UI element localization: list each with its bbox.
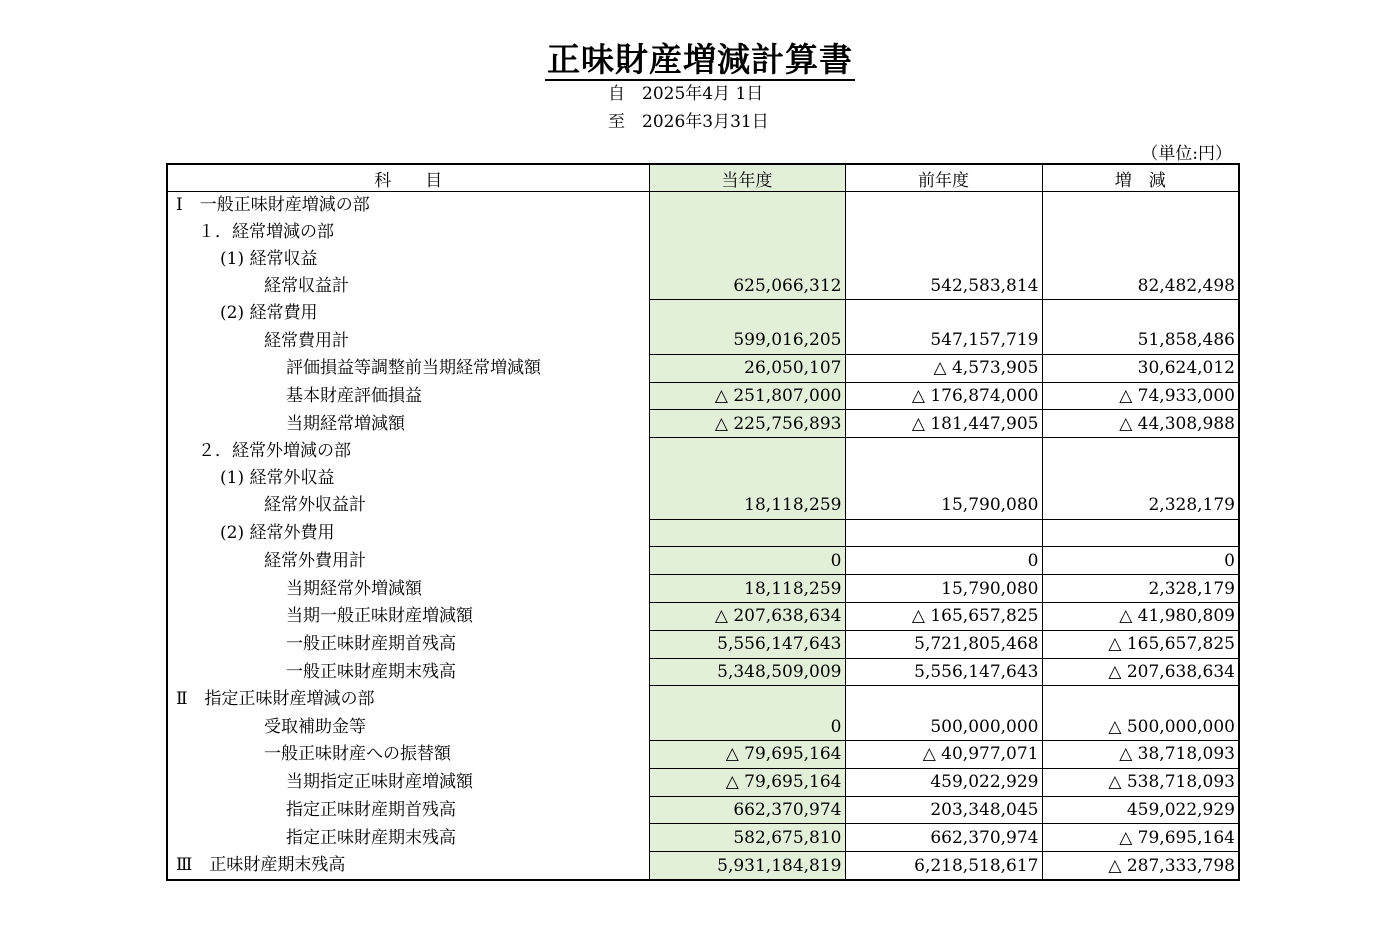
change-value: 82,482,498: [1042, 272, 1239, 299]
table-row: [167, 686, 1239, 713]
row-label: 経常費用計: [167, 327, 649, 354]
row-label: 基本財産評価損益: [167, 382, 649, 410]
row-label: Ⅱ 指定正味財産増減の部: [167, 686, 649, 713]
change-value: △ 38,718,093: [1042, 740, 1239, 768]
table-row: [167, 438, 1239, 465]
change-value: △ 74,933,000: [1042, 382, 1239, 410]
change-value: [1042, 465, 1239, 492]
previous-year-value: [845, 519, 1042, 547]
current-year-value: 18,118,259: [649, 575, 845, 603]
current-year-value: 0: [649, 713, 845, 740]
current-year-value: 5,556,147,643: [649, 630, 845, 658]
table-row: [167, 630, 1239, 658]
change-value: 2,328,179: [1042, 575, 1239, 603]
change-value: [1042, 519, 1239, 547]
table-row: [167, 382, 1239, 410]
change-value: 30,624,012: [1042, 354, 1239, 382]
row-label: 評価損益等調整前当期経常増減額: [167, 354, 649, 382]
unit-label: （単位:円）: [1141, 144, 1232, 164]
current-year-value: 0: [649, 547, 845, 575]
change-value: [1042, 438, 1239, 465]
previous-year-value: 542,583,814: [845, 272, 1042, 299]
previous-year-value: 662,370,974: [845, 824, 1042, 852]
table-row: [167, 852, 1239, 880]
change-value: 0: [1042, 547, 1239, 575]
current-year-value: [649, 438, 845, 465]
row-label: ２．経常外増減の部: [167, 438, 649, 465]
change-value: [1042, 686, 1239, 713]
previous-year-value: [845, 192, 1042, 219]
row-label: 一般正味財産期首残高: [167, 630, 649, 658]
previous-year-value: △ 176,874,000: [845, 382, 1042, 410]
document-title: 正味財産増減計算書: [547, 40, 853, 79]
previous-year-value: 5,721,805,468: [845, 630, 1042, 658]
current-year-value: 625,066,312: [649, 272, 845, 299]
previous-year-value: [845, 438, 1042, 465]
change-value: △ 207,638,634: [1042, 658, 1239, 686]
row-label: 指定正味財産期首残高: [167, 796, 649, 824]
table-row: [167, 192, 1239, 219]
row-label: 受取補助金等: [167, 713, 649, 740]
row-label: 当期一般正味財産増減額: [167, 602, 649, 630]
table-row: [167, 246, 1239, 273]
previous-year-value: [845, 300, 1042, 327]
header-current-year: 当年度: [649, 164, 845, 192]
current-year-value: [649, 686, 845, 713]
current-year-value: [649, 519, 845, 547]
current-year-value: △ 225,756,893: [649, 410, 845, 438]
current-year-value: [649, 246, 845, 273]
current-year-value: 5,348,509,009: [649, 658, 845, 686]
period-from: 自 2025年4月 1日: [608, 84, 764, 104]
change-value: △ 41,980,809: [1042, 602, 1239, 630]
row-label: 経常外収益計: [167, 492, 649, 519]
current-year-value: [649, 192, 845, 219]
previous-year-value: 203,348,045: [845, 796, 1042, 824]
previous-year-value: 547,157,719: [845, 327, 1042, 354]
row-label: 経常収益計: [167, 272, 649, 299]
statement-body: [167, 192, 1239, 880]
previous-year-value: △ 181,447,905: [845, 410, 1042, 438]
table-row: [167, 824, 1239, 852]
header-account: 科 目: [167, 164, 649, 192]
row-label: (1) 経常収益: [167, 246, 649, 273]
change-value: 2,328,179: [1042, 492, 1239, 519]
statement-table: [166, 163, 1240, 881]
previous-year-value: 5,556,147,643: [845, 658, 1042, 686]
previous-year-value: [845, 686, 1042, 713]
current-year-value: 18,118,259: [649, 492, 845, 519]
table-row: [167, 327, 1239, 354]
table-row: [167, 740, 1239, 768]
change-value: △ 538,718,093: [1042, 768, 1239, 796]
change-value: △ 79,695,164: [1042, 824, 1239, 852]
previous-year-value: △ 4,573,905: [845, 354, 1042, 382]
current-year-value: △ 251,807,000: [649, 382, 845, 410]
current-year-value: [649, 300, 845, 327]
row-label: (1) 経常外収益: [167, 465, 649, 492]
current-year-value: 26,050,107: [649, 354, 845, 382]
table-row: [167, 492, 1239, 519]
header-previous-year: 前年度: [845, 164, 1042, 192]
previous-year-value: [845, 246, 1042, 273]
row-label: 経常外費用計: [167, 547, 649, 575]
change-value: 459,022,929: [1042, 796, 1239, 824]
row-label: 指定正味財産期末残高: [167, 824, 649, 852]
change-value: [1042, 192, 1239, 219]
row-label: Ⅰ 一般正味財産増減の部: [167, 192, 649, 219]
previous-year-value: 0: [845, 547, 1042, 575]
row-label: １．経常増減の部: [167, 219, 649, 246]
previous-year-value: 15,790,080: [845, 492, 1042, 519]
table-row: [167, 768, 1239, 796]
previous-year-value: [845, 465, 1042, 492]
change-value: △ 500,000,000: [1042, 713, 1239, 740]
change-value: △ 165,657,825: [1042, 630, 1239, 658]
table-row: [167, 300, 1239, 327]
previous-year-value: △ 40,977,071: [845, 740, 1042, 768]
row-label: 当期指定正味財産増減額: [167, 768, 649, 796]
row-label: (2) 経常外費用: [167, 519, 649, 547]
current-year-value: △ 79,695,164: [649, 768, 845, 796]
header-row: [167, 164, 1239, 192]
row-label: Ⅲ 正味財産期末残高: [167, 852, 649, 880]
row-label: 一般正味財産への振替額: [167, 740, 649, 768]
previous-year-value: 15,790,080: [845, 575, 1042, 603]
table-row: [167, 658, 1239, 686]
change-value: △ 44,308,988: [1042, 410, 1239, 438]
table-row: [167, 575, 1239, 603]
change-value: [1042, 219, 1239, 246]
previous-year-value: 6,218,518,617: [845, 852, 1042, 880]
previous-year-value: 500,000,000: [845, 713, 1042, 740]
change-value: △ 287,333,798: [1042, 852, 1239, 880]
current-year-value: 599,016,205: [649, 327, 845, 354]
table-row: [167, 796, 1239, 824]
current-year-value: 662,370,974: [649, 796, 845, 824]
table-row: [167, 713, 1239, 740]
change-value: 51,858,486: [1042, 327, 1239, 354]
period-to: 至 2026年3月31日: [608, 112, 769, 132]
current-year-value: △ 79,695,164: [649, 740, 845, 768]
previous-year-value: △ 165,657,825: [845, 602, 1042, 630]
row-label: 一般正味財産期末残高: [167, 658, 649, 686]
header-change: 増 減: [1042, 164, 1239, 192]
previous-year-value: [845, 219, 1042, 246]
table-row: [167, 602, 1239, 630]
change-value: [1042, 246, 1239, 273]
current-year-value: △ 207,638,634: [649, 602, 845, 630]
table-row: [167, 519, 1239, 547]
row-label: (2) 経常費用: [167, 300, 649, 327]
current-year-value: 582,675,810: [649, 824, 845, 852]
current-year-value: 5,931,184,819: [649, 852, 845, 880]
current-year-value: [649, 465, 845, 492]
table-row: [167, 272, 1239, 299]
table-row: [167, 354, 1239, 382]
table-row: [167, 547, 1239, 575]
table-row: [167, 465, 1239, 492]
table-row: [167, 410, 1239, 438]
row-label: 当期経常外増減額: [167, 575, 649, 603]
previous-year-value: 459,022,929: [845, 768, 1042, 796]
row-label: 当期経常増減額: [167, 410, 649, 438]
change-value: [1042, 300, 1239, 327]
table-row: [167, 219, 1239, 246]
current-year-value: [649, 219, 845, 246]
